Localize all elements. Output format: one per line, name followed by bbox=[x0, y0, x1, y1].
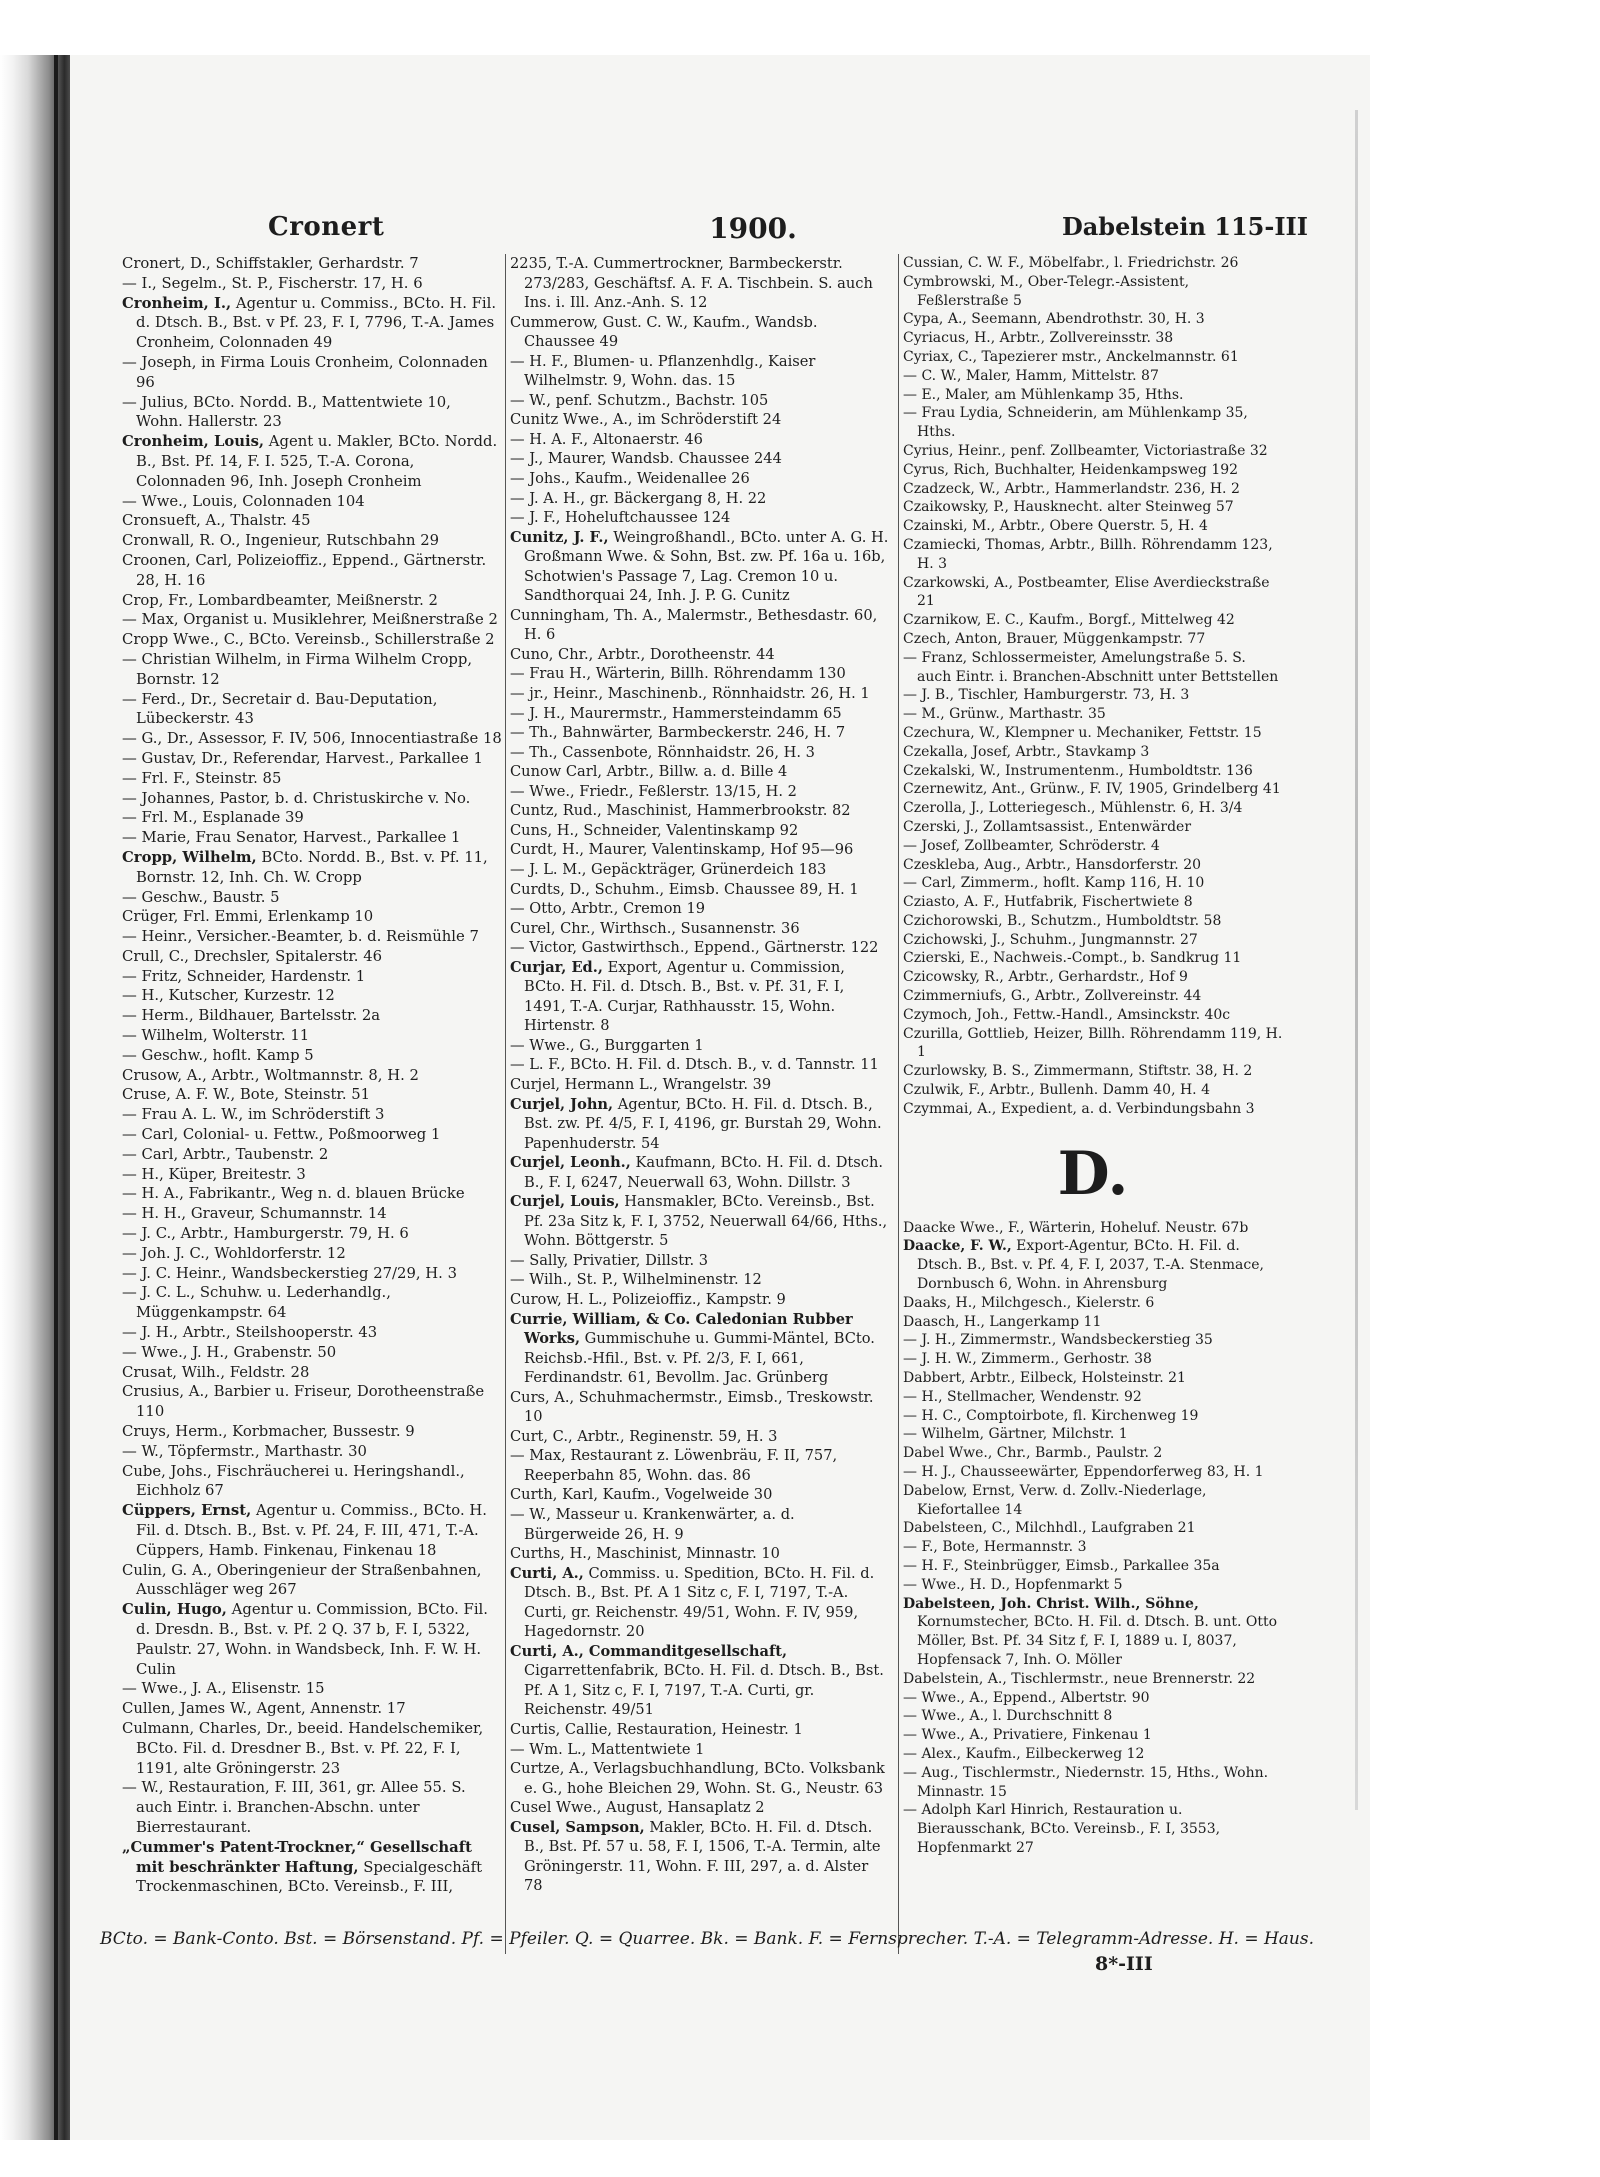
directory-entry: — Carl, Colonial- u. Fettw., Poßmoorweg 1 bbox=[122, 1126, 441, 1144]
directory-entry: Cyrus, Rich, Buchhalter, Heidenkampsweg 192 bbox=[903, 461, 1239, 478]
entry-name-bold: Curjel, John, bbox=[510, 1095, 614, 1113]
directory-entry: — Carl, Arbtr., Taubenstr. 2 bbox=[122, 1145, 329, 1163]
section-letter-heading: D. bbox=[1057, 1138, 1129, 1209]
directory-entry: Curth, Karl, Kaufm., Vogelweide 30 bbox=[510, 1486, 773, 1504]
directory-entry: — Heinr., Versicher.-Beamter, b. d. Reismühle 7 bbox=[122, 928, 479, 946]
page-edge bbox=[1355, 110, 1358, 1810]
directory-entry: — Adolph Karl Hinrich, Restauration u. Bierausschank, BCto. Vereinsb., F. I, 3553, Hopfenmarkt 27 bbox=[903, 1802, 1221, 1856]
directory-entry: — Herm., Bildhauer, Bartelsstr. 2a bbox=[122, 1007, 381, 1025]
directory-entry: — Frl. M., Esplanade 39 bbox=[122, 809, 304, 827]
header-left-catchword: Cronert bbox=[268, 212, 385, 242]
directory-entry: Czeskleba, Aug., Arbtr., Hansdorferstr. 20 bbox=[903, 856, 1202, 873]
directory-entry: Czarkowski, A., Postbeamter, Elise Averdieckstraße 21 bbox=[903, 574, 1270, 610]
directory-entry: Czymoch, Joh., Fettw.-Handl., Amsinckstr. 40c bbox=[903, 1006, 1231, 1023]
directory-entry: Cronwall, R. O., Ingenieur, Rutschbahn 29 bbox=[122, 532, 440, 550]
directory-entry: Czurilla, Gottlieb, Heizer, Billh. Röhrendamm 119, H. 1 bbox=[903, 1025, 1283, 1061]
entry-name-bold: Curti, A., bbox=[510, 1564, 584, 1582]
directory-entry: — Th., Cassenbote, Rönnhaidstr. 26, H. 3 bbox=[510, 743, 815, 761]
directory-entry: Czichorowski, B., Schutzm., Humboldtstr. 58 bbox=[903, 912, 1222, 929]
directory-entry: — H. J., Chausseewärter, Eppendorferweg 83, H. 1 bbox=[903, 1464, 1264, 1481]
directory-entry: — H. H., Graveur, Schumannstr. 14 bbox=[122, 1205, 387, 1223]
entry-name-bold: Cronheim, Louis, bbox=[122, 433, 265, 451]
directory-entry: Czechura, W., Klempner u. Mechaniker, Fettstr. 15 bbox=[903, 724, 1262, 741]
directory-entry: Daacke Wwe., F., Wärterin, Hoheluf. Neustr. 67b bbox=[903, 1219, 1249, 1236]
directory-entry: — W., penf. Schutzm., Bachstr. 105 bbox=[510, 391, 769, 409]
directory-entry: — Geschw., hoflt. Kamp 5 bbox=[122, 1046, 314, 1064]
directory-entry: Cuns, H., Schneider, Valentinskamp 92 bbox=[510, 821, 799, 839]
entry-name-bold: Cusel, Sampson, bbox=[510, 1818, 645, 1836]
directory-entry: — Marie, Frau Senator, Harvest., Parkallee 1 bbox=[122, 829, 461, 847]
directory-entry: — Ferd., Dr., Secretair d. Bau-Deputation, Lübeckerstr. 43 bbox=[122, 690, 438, 728]
entry-name-bold: Culin, Hugo, bbox=[122, 1601, 227, 1619]
directory-entry: — Alex., Kaufm., Eilbeckerweg 12 bbox=[903, 1745, 1145, 1762]
directory-entry: Cullen, James W., Agent, Annenstr. 17 bbox=[122, 1700, 406, 1718]
directory-entry: Cunitz, J. F., Weingroßhandl., BCto. unter A. G. H. Großmann Wwe. & Sohn, Bst. zw. Pf. 16a u. 16b, Schotwien's Passage 7, Lag. Cremon 10 u. Sandthorquai 24, Inh. J. P. G. Cunitz bbox=[510, 528, 889, 605]
directory-entry: Czichowski, J., Schuhm., Jungmannstr. 27 bbox=[903, 931, 1198, 948]
directory-entry: — J. H., Zimmermstr., Wandsbeckerstieg 35 bbox=[903, 1332, 1213, 1349]
directory-entry: Czulwik, F., Arbtr., Bullenh. Damm 40, H. 4 bbox=[903, 1082, 1210, 1099]
directory-entry: — Th., Bahnwärter, Barmbeckerstr. 246, H. 7 bbox=[510, 724, 846, 742]
directory-entry: — Frau H., Wärterin, Billh. Röhrendamm 130 bbox=[510, 665, 846, 683]
directory-entry: — J. C., Arbtr., Hamburgerstr. 79, H. 6 bbox=[122, 1225, 409, 1243]
directory-entry: Curjar, Ed., Export, Agentur u. Commission, BCto. H. Fil. d. Dtsch. B., Bst. v. Pf. 31, F. I, 1491, T.-A. Curjar, Rathhausstr. 15, Wohn. Hirtenstr. 8 bbox=[510, 958, 845, 1035]
column-rule bbox=[505, 254, 506, 1954]
directory-entry: Czierski, E., Nachweis.-Compt., b. Sandkrug 11 bbox=[903, 950, 1242, 967]
page-header bbox=[198, 212, 1308, 252]
directory-entry: Curjel, John, Agentur, BCto. H. Fil. d. Dtsch. B., Bst. zw. Pf. 4/5, F. I, 4196, gr. Burstah 29, Wohn. Papenhuderstr. 54 bbox=[510, 1095, 882, 1152]
directory-entry: Cuno, Chr., Arbtr., Dorotheenstr. 44 bbox=[510, 645, 775, 663]
directory-entry: Crüger, Frl. Emmi, Erlenkamp 10 bbox=[122, 908, 374, 926]
directory-entry: — jr., Heinr., Maschinenb., Rönnhaidstr. 26, H. 1 bbox=[510, 685, 870, 703]
directory-entry: Czekalski, W., Instrumentenm., Humboldtstr. 136 bbox=[903, 762, 1253, 779]
directory-entry: Cymbrowski, M., Ober-Telegr.-Assistent, Feßlerstraße 5 bbox=[903, 273, 1190, 309]
directory-entry: Czainski, M., Arbtr., Obere Querstr. 5, H. 4 bbox=[903, 518, 1208, 535]
directory-entry: Cummerow, Gust. C. W., Kaufm., Wandsb. Chaussee 49 bbox=[510, 313, 818, 351]
directory-entry: Czamiecki, Thomas, Arbtr., Billh. Röhrendamm 123, H. 3 bbox=[903, 536, 1273, 572]
directory-entry: Czaikowsky, P., Hausknecht. alter Steinweg 57 bbox=[903, 499, 1234, 516]
directory-entry: — H. C., Comptoirbote, fl. Kirchenweg 19 bbox=[903, 1407, 1199, 1424]
directory-entry: 2235, T.-A. Cummertrockner, Barmbeckerstr. 273/283, Geschäftsf. A. F. A. Tischbein. S. auch Ins. i. Ill. Anz.-Anh. S. 12 bbox=[510, 255, 873, 312]
directory-entry: Crull, C., Drechsler, Spitalerstr. 46 bbox=[122, 947, 383, 965]
directory-entry: Currie, William, & Co. Caledonian Rubber Works, Gummischuhe u. Gummi-Mäntel, BCto. Reichsb.-Hfil., Bst. v. Pf. 2/3, F. I, 661, Ferdinandstr. 61, Bevollm. Jac. Grünberg bbox=[510, 1310, 875, 1387]
directory-entry: — J. H., Arbtr., Steilshooperstr. 43 bbox=[122, 1324, 378, 1342]
directory-entry: Czicowsky, R., Arbtr., Gerhardstr., Hof 9 bbox=[903, 969, 1188, 986]
entry-name-bold: Cüppers, Ernst, bbox=[122, 1502, 252, 1520]
entry-name-bold: Cronheim, I., bbox=[122, 294, 232, 312]
directory-entry: Curjel, Louis, Hansmakler, BCto. Vereinsb., Bst. Pf. 23a Sitz k, F. I, 3752, Neuerwall 64/66, Hths., Wohn. Böttgerstr. 5 bbox=[510, 1193, 888, 1250]
directory-entry: Culin, Hugo, Agentur u. Commission, BCto. Fil. d. Dresdn. B., Bst. v. Pf. 2 Q. 37 b, F. I, 5322, Paulstr. 27, Wohn. in Wandsbeck, Inh. F. W. H. Culin bbox=[122, 1601, 488, 1678]
directory-entry: — Frl. F., Steinstr. 85 bbox=[122, 769, 282, 787]
directory-entry: — Sally, Privatier, Dillstr. 3 bbox=[510, 1251, 709, 1269]
directory-entry: Daaks, H., Milchgesch., Kielerstr. 6 bbox=[903, 1294, 1155, 1311]
directory-entry: Cropp Wwe., C., BCto. Vereinsb., Schillerstraße 2 bbox=[122, 631, 495, 649]
directory-entry: Czimmerniufs, G., Arbtr., Zollvereinstr. 44 bbox=[903, 988, 1202, 1005]
directory-entry: Curdt, H., Maurer, Valentinskamp, Hof 95—96 bbox=[510, 841, 854, 859]
entry-name-bold: Curti, A., Commanditgesellschaft, bbox=[510, 1642, 788, 1660]
directory-entry: Czurlowsky, B. S., Zimmermann, Stiftstr. 38, H. 2 bbox=[903, 1063, 1253, 1080]
directory-entry: — Wilhelm, Gärtner, Milchstr. 1 bbox=[903, 1426, 1128, 1443]
directory-entry: — H. F., Blumen- u. Pflanzenhdlg., Kaiser Wilhelmstr. 9, Wohn. das. 15 bbox=[510, 352, 816, 390]
directory-entry: Dabbert, Arbtr., Eilbeck, Holsteinstr. 21 bbox=[903, 1370, 1186, 1387]
directory-entry: — H. A. F., Altonaerstr. 46 bbox=[510, 430, 703, 448]
directory-entry: — Wwe., A., Eppend., Albertstr. 90 bbox=[903, 1689, 1150, 1706]
directory-entry: Curow, H. L., Polizeioffiz., Kampstr. 9 bbox=[510, 1290, 786, 1308]
directory-entry: — Julius, BCto. Nordd. B., Mattentwiete 10, Wohn. Hallerstr. 23 bbox=[122, 393, 451, 431]
directory-entry: — J. L. M., Gepäckträger, Grünerdeich 183 bbox=[510, 860, 827, 878]
directory-entry: Cusel, Sampson, Makler, BCto. H. Fil. d. Dtsch. B., Bst. Pf. 57 u. 58, F. I, 1506, T.-A. Termin, alte Gröningerstr. 11, Wohn. F. III, 297, a. d. Alster 78 bbox=[510, 1818, 881, 1895]
column-rule bbox=[898, 254, 899, 1954]
directory-entry: Curtze, A., Verlagsbuchhandlung, BCto. Volksbank e. G., hohe Bleichen 29, Wohn. St. G., Neustr. 63 bbox=[510, 1760, 885, 1797]
directory-entry: Czarnikow, E. C., Kaufm., Borgf., Mittelweg 42 bbox=[903, 612, 1235, 629]
directory-entry: — J. A. H., gr. Bäckergang 8, H. 22 bbox=[510, 489, 767, 507]
directory-entry: — Wwe., G., Burggarten 1 bbox=[510, 1036, 704, 1054]
directory-entry: — J. H., Maurermstr., Hammersteindamm 65 bbox=[510, 704, 842, 722]
directory-entry: Crop, Fr., Lombardbeamter, Meißnerstr. 2 bbox=[122, 591, 438, 609]
directory-entry: — Johannes, Pastor, b. d. Christuskirche v. No. bbox=[122, 789, 471, 807]
directory-entry: — Otto, Arbtr., Cremon 19 bbox=[510, 900, 706, 918]
directory-entry: — Gustav, Dr., Referendar, Harvest., Parkallee 1 bbox=[122, 749, 483, 767]
directory-entry: Dabelstein, A., Tischlermstr., neue Brennerstr. 22 bbox=[903, 1670, 1256, 1687]
directory-entry: Culmann, Charles, Dr., beeid. Handelschemiker, BCto. Fil. d. Dresdner B., Bst. v. Pf. 22, F. I, 1191, alte Gröningerstr. 23 bbox=[122, 1719, 484, 1777]
abbreviation-legend: BCto. = Bank-Conto. Bst. = Börsenstand. Pf. = Pfeiler. Q. = Quarree. Bk. = Bank. F. = Fernsprecher. T.-A. = Telegramm-Adresse. H. = Haus. bbox=[100, 1929, 1315, 1949]
directory-entry: Czymmai, A., Expedient, a. d. Verbindungsbahn 3 bbox=[903, 1100, 1255, 1117]
directory-entry: Cziasto, A. F., Hutfabrik, Fischertwiete 8 bbox=[903, 894, 1193, 911]
directory-entry: Curjel, Hermann L., Wrangelstr. 39 bbox=[510, 1075, 772, 1093]
directory-entry: Dabelow, Ernst, Verw. d. Zollv.-Niederlage, Kiefortallee 14 bbox=[903, 1482, 1207, 1518]
directory-entry: — J. H. W., Zimmerm., Gerhostr. 38 bbox=[903, 1351, 1152, 1368]
directory-entry: — Joseph, in Firma Louis Cronheim, Colonnaden 96 bbox=[122, 353, 488, 391]
directory-entry: Curti, A., Commiss. u. Spedition, BCto. H. Fil. d. Dtsch. B., Bst. Pf. A 1 Sitz c, F. I, 7197, T.-A. Curti, gr. Reichenstr. 49/51, Wohn. F. IV, 959, Hagedornstr. 20 bbox=[510, 1564, 875, 1641]
directory-entry: Culin, G. A., Oberingenieur der Straßenbahnen, Ausschläger weg 267 bbox=[122, 1561, 482, 1599]
entry-name-bold: Curjel, Leonh., bbox=[510, 1154, 631, 1172]
directory-entry: — Frau Lydia, Schneiderin, am Mühlenkamp 35, Hths. bbox=[903, 405, 1248, 441]
directory-entry: Cronert, D., Schiffstakler, Gerhardstr. 7 bbox=[122, 255, 419, 272]
entry-name-bold: Cunitz, J. F., bbox=[510, 528, 609, 546]
directory-entry: Cyrius, Heinr., penf. Zollbeamter, Victoriastraße 32 bbox=[903, 442, 1268, 459]
entry-name-bold: Currie, William, & Co. Caledonian Rubber Works, bbox=[510, 1310, 853, 1348]
directory-entry: Czerolla, J., Lotteriegesch., Mühlenstr. 6, H. 3/4 bbox=[903, 800, 1243, 817]
entry-name-bold: Curjar, Ed., bbox=[510, 958, 603, 976]
directory-entry: — Wwe., A., l. Durchschnitt 8 bbox=[903, 1708, 1113, 1725]
directory-entry: „Cummer's Patent-Trockner,“ Gesellschaft mit beschränkter Haftung, Specialgeschäft Trockenmaschinen, BCto. Vereinsb., F. III, bbox=[122, 1838, 483, 1896]
directory-entry: Czekalla, Josef, Arbtr., Stavkamp 3 bbox=[903, 743, 1150, 760]
directory-entry: — Wilh., St. P., Wilhelminenstr. 12 bbox=[510, 1271, 762, 1289]
directory-entry: Cropp, Wilhelm, BCto. Nordd. B., Bst. v. Pf. 11, Bornstr. 12, Inh. Ch. W. Cropp bbox=[122, 848, 488, 886]
directory-entry: — J. C. Heinr., Wandsbeckerstieg 27/29, H. 3 bbox=[122, 1264, 458, 1282]
directory-entry: — Max, Restaurant z. Löwenbräu, F. II, 757, Reeperbahn 85, Wohn. das. 86 bbox=[510, 1447, 838, 1484]
directory-entry: — H., Kutscher, Kurzestr. 12 bbox=[122, 987, 335, 1005]
directory-entry: Cruse, A. F. W., Bote, Steinstr. 51 bbox=[122, 1086, 371, 1104]
directory-entry: Croonen, Carl, Polizeioffiz., Eppend., Gärtnerstr. 28, H. 16 bbox=[122, 551, 487, 589]
binding-shadow-line bbox=[54, 55, 58, 2140]
directory-entry: — J. C. L., Schuhw. u. Lederhandlg., Müggenkampstr. 64 bbox=[122, 1284, 391, 1322]
directory-entry: — W., Masseur u. Krankenwärter, a. d. Bürgerweide 26, H. 9 bbox=[510, 1506, 795, 1543]
directory-entry: Cuntz, Rud., Maschinist, Hammerbrookstr. 82 bbox=[510, 802, 851, 820]
directory-entry: Czerski, J., Zollamtsassist., Entenwärder bbox=[903, 818, 1192, 835]
directory-entry: — M., Grünw., Marthastr. 35 bbox=[903, 706, 1106, 723]
directory-entry: Crusow, A., Arbtr., Woltmannstr. 8, H. 2 bbox=[122, 1066, 419, 1084]
directory-entry: — H. F., Steinbrügger, Eimsb., Parkallee 35a bbox=[903, 1558, 1220, 1574]
directory-entry: Cunitz Wwe., A., im Schröderstift 24 bbox=[510, 411, 782, 429]
column-2 bbox=[510, 254, 890, 1896]
directory-entry: Curti, A., Commanditgesellschaft, Cigarrettenfabrik, BCto. H. Fil. d. Dtsch. B., Bst. Pf. A 1, Sitz c, F. I, 7197, T.-A. Curti, gr. Reichenstr. 49/51 bbox=[510, 1642, 884, 1719]
directory-entry: — Geschw., Baustr. 5 bbox=[122, 888, 280, 906]
directory-entry: — Max, Organist u. Musiklehrer, Meißnerstraße 2 bbox=[122, 611, 498, 629]
directory-entry: — Wwe., H. D., Hopfenmarkt 5 bbox=[903, 1576, 1123, 1593]
directory-entry: Crusat, Wilh., Feldstr. 28 bbox=[122, 1363, 310, 1381]
directory-entry: Cruys, Herm., Korbmacher, Bussestr. 9 bbox=[122, 1423, 415, 1441]
directory-entry: — W., Restauration, F. III, 361, gr. Allee 55. S. auch Eintr. i. Branchen-Abschn. unter Bierrestaurant. bbox=[122, 1779, 466, 1836]
entry-name-bold: Cropp, Wilhelm, bbox=[122, 848, 257, 866]
column-3 bbox=[903, 254, 1283, 1858]
directory-entry: Cronheim, I., Agentur u. Commiss., BCto. H. Fil. d. Dtsch. B., Bst. v Pf. 23, F. I, 7796, T.-A. James Cronheim, Colonnaden 49 bbox=[122, 294, 497, 352]
directory-entry: Czernewitz, Ant., Grünw., F. IV, 1905, Grindelberg 41 bbox=[903, 781, 1281, 798]
directory-entry: Cyriacus, H., Arbtr., Zollvereinsstr. 38 bbox=[903, 330, 1174, 347]
directory-entry: Dabel Wwe., Chr., Barmb., Paulstr. 2 bbox=[903, 1445, 1163, 1462]
directory-entry: Curjel, Leonh., Kaufmann, BCto. H. Fil. d. Dtsch. B., F. I, 6247, Neuerwall 63, Wohn. Dillstr. 3 bbox=[510, 1154, 883, 1191]
directory-entry: — H., Küper, Breitestr. 3 bbox=[122, 1165, 306, 1183]
directory-entry: — Victor, Gastwirthsch., Eppend., Gärtnerstr. 122 bbox=[510, 939, 879, 957]
directory-entry: Cyriax, C., Tapezierer mstr., Anckelmannstr. 61 bbox=[903, 348, 1239, 365]
directory-entry: Curt, C., Arbtr., Reginenstr. 59, H. 3 bbox=[510, 1427, 778, 1445]
directory-entry: Curtis, Callie, Restauration, Heinestr. 1 bbox=[510, 1721, 803, 1739]
directory-entry: — Frau A. L. W., im Schröderstift 3 bbox=[122, 1106, 385, 1124]
directory-entry: — Wwe., Louis, Colonnaden 104 bbox=[122, 492, 365, 510]
directory-entry: — H., Stellmacher, Wendenstr. 92 bbox=[903, 1388, 1142, 1405]
directory-entry: — F., Bote, Hermannstr. 3 bbox=[903, 1539, 1087, 1556]
directory-entry: — Carl, Zimmerm., hoflt. Kamp 116, H. 10 bbox=[903, 875, 1205, 892]
directory-entry: — I., Segelm., St. P., Fischerstr. 17, H. 6 bbox=[122, 274, 423, 292]
directory-entry: Cunningham, Th. A., Malermstr., Bethesdastr. 60, H. 6 bbox=[510, 606, 878, 644]
directory-entry: Curths, H., Maschinist, Minnastr. 10 bbox=[510, 1545, 780, 1563]
directory-entry: Cüppers, Ernst, Agentur u. Commiss., BCto. H. Fil. d. Dtsch. B., Bst. v. Pf. 24, F. III, 471, T.-A. Cüppers, Hamb. Finkenau, Finkenau 18 bbox=[122, 1502, 487, 1559]
directory-entry: Crusius, A., Barbier u. Friseur, Dorotheenstraße 110 bbox=[122, 1383, 485, 1421]
directory-entry: Curs, A., Schuhmachermstr., Eimsb., Treskowstr. 10 bbox=[510, 1388, 874, 1426]
directory-entry: — Johs., Kaufm., Weidenallee 26 bbox=[510, 470, 750, 488]
directory-entry: — Christian Wilhelm, in Firma Wilhelm Cropp, Bornstr. 12 bbox=[122, 650, 473, 688]
directory-entry: — Wwe., Friedr., Feßlerstr. 13/15, H. 2 bbox=[510, 782, 797, 800]
directory-entry: — H. A., Fabrikantr., Weg n. d. blauen Brücke bbox=[122, 1185, 465, 1203]
column-1 bbox=[122, 254, 502, 1897]
directory-entry: — Wwe., J. H., Grabenstr. 50 bbox=[122, 1343, 337, 1361]
directory-entry: — Fritz, Schneider, Hardenstr. 1 bbox=[122, 967, 366, 985]
entry-name-bold: Daacke, F. W., bbox=[903, 1238, 1012, 1255]
directory-entry: Cube, Johs., Fischräucherei u. Heringshandl., Eichholz 67 bbox=[122, 1462, 465, 1500]
directory-entry: — Josef, Zollbeamter, Schröderstr. 4 bbox=[903, 837, 1160, 854]
directory-entry: — Wm. L., Mattentwiete 1 bbox=[510, 1740, 705, 1758]
directory-entry: Czadzeck, W., Arbtr., Hammerlandstr. 236, H. 2 bbox=[903, 480, 1240, 497]
entry-name-bold: Dabelsteen, Joh. Christ. Wilh., Söhne, bbox=[903, 1595, 1199, 1612]
header-year: 1900. bbox=[709, 212, 797, 245]
directory-entry: — Wwe., A., Privatiere, Finkenau 1 bbox=[903, 1727, 1152, 1744]
directory-entry: — Franz, Schlossermeister, Amelungstraße 5. S. auch Eintr. i. Branchen-Abschnitt unter Bettstellen bbox=[903, 649, 1279, 685]
directory-entry: — E., Maler, am Mühlenkamp 35, Hths. bbox=[903, 386, 1184, 403]
directory-entry: Cusel Wwe., August, Hansaplatz 2 bbox=[510, 1799, 765, 1817]
directory-entry: Dabelsteen, C., Milchhdl., Laufgraben 21 bbox=[903, 1520, 1196, 1537]
directory-entry: — G., Dr., Assessor, F. IV, 506, Innocentiastraße 18 bbox=[122, 730, 502, 748]
entry-name-bold: Curjel, Louis, bbox=[510, 1193, 620, 1211]
directory-entry: — W., Töpfermstr., Marthastr. 30 bbox=[122, 1442, 367, 1460]
directory-entry: — J., Maurer, Wandsb. Chaussee 244 bbox=[510, 450, 782, 468]
directory-entry: Cunow Carl, Arbtr., Billw. a. d. Bille 4 bbox=[510, 763, 788, 781]
directory-entry: — Aug., Tischlermstr., Niedernstr. 15, Hths., Wohn. Minnastr. 15 bbox=[903, 1764, 1269, 1800]
directory-entry: Dabelsteen, Joh. Christ. Wilh., Söhne, Kornumstecher, BCto. H. Fil. d. Dtsch. B. unt. Otto Möller, Bst. Pf. 34 Sitz f, F. I, 1889 u. I, 8037, Hopfensack 7, Inh. O. Möller bbox=[903, 1595, 1278, 1668]
directory-entry: Cronheim, Louis, Agent u. Makler, BCto. Nordd. B., Bst. Pf. 14, F. I. 525, T.-A. Corona, Colonnaden 96, Inh. Joseph Cronheim bbox=[122, 433, 498, 490]
directory-entry: Curel, Chr., Wirthsch., Susannenstr. 36 bbox=[510, 919, 800, 937]
directory-entry: Daasch, H., Langerkamp 11 bbox=[903, 1313, 1102, 1330]
directory-entry: Cypa, A., Seemann, Abendrothstr. 30, H. 3 bbox=[903, 311, 1205, 328]
directory-entry: — L. F., BCto. H. Fil. d. Dtsch. B., v. d. Tannstr. 11 bbox=[510, 1056, 879, 1074]
directory-entry: — Wwe., J. A., Elisenstr. 15 bbox=[122, 1680, 325, 1698]
book-binding-edge bbox=[0, 55, 70, 2140]
header-right-catchword: Dabelstein 115-III bbox=[1061, 212, 1308, 241]
directory-entry: Czech, Anton, Brauer, Müggenkampstr. 77 bbox=[903, 630, 1206, 647]
directory-entry: — Wilhelm, Wolterstr. 11 bbox=[122, 1027, 310, 1045]
directory-entry: — J. F., Hoheluftchaussee 124 bbox=[510, 509, 731, 527]
page-signature: 8*-III bbox=[1095, 1953, 1153, 1975]
directory-entry: Cussian, C. W. F., Möbelfabr., l. Friedrichstr. 26 bbox=[903, 255, 1239, 271]
directory-entry: — Joh. J. C., Wohldorferstr. 12 bbox=[122, 1244, 346, 1262]
entry-name-bold: „Cummer's Patent-Trockner,“ Gesellschaft mit beschränkter Haftung, bbox=[122, 1838, 472, 1876]
directory-entry: Daacke, F. W., Export-Agentur, BCto. H. Fil. d. Dtsch. B., Bst. v. Pf. 4, F. I, 2037, T.-A. Stenmace, Dornbusch 6, Wohn. in Ahrensburg bbox=[903, 1238, 1264, 1293]
directory-entry: — J. B., Tischler, Hamburgerstr. 73, H. 3 bbox=[903, 687, 1190, 704]
directory-entry: Curdts, D., Schuhm., Eimsb. Chaussee 89, H. 1 bbox=[510, 880, 859, 898]
directory-entry: — C. W., Maler, Hamm, Mittelstr. 87 bbox=[903, 367, 1159, 384]
directory-entry: Cronsueft, A., Thalstr. 45 bbox=[122, 512, 311, 530]
